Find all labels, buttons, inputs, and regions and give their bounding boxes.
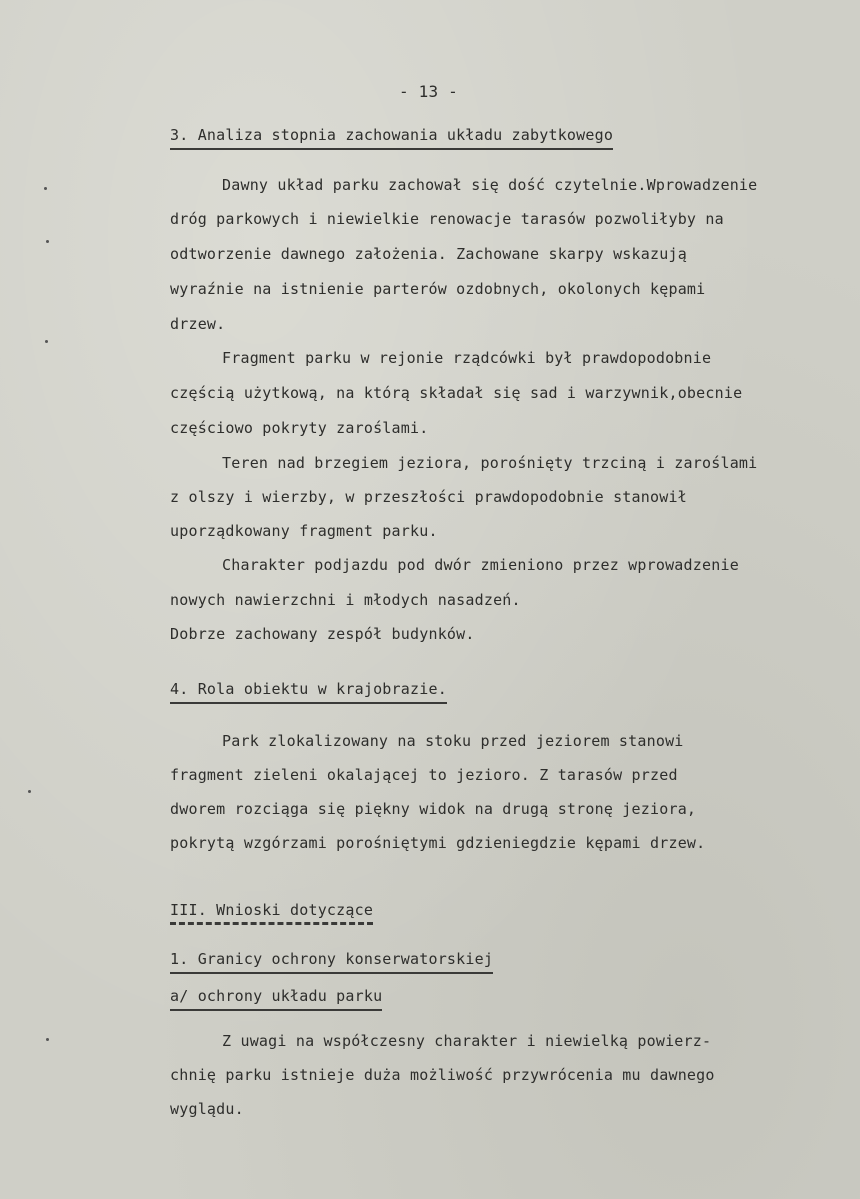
section-3-p4-line: nowych nawierzchni i młodych nasadzeń. xyxy=(170,591,521,609)
section-3-heading: 3. Analiza stopnia zachowania układu zabytkowego xyxy=(170,126,613,150)
paper-speck xyxy=(46,240,49,243)
section-3-p2-line: częścią użytkową, na którą składał się sad i warzywnik,obecnie xyxy=(170,384,743,402)
section-III-p1-line: chnię parku istnieje duża możliwość przywrócenia mu dawnego xyxy=(170,1066,715,1084)
paper-speck xyxy=(45,340,48,343)
section-4-heading: 4. Rola obiektu w krajobrazie. xyxy=(170,680,447,704)
section-3-p4-line: Charakter podjazdu pod dwór zmieniono przez wprowadzenie xyxy=(222,556,739,574)
section-4-p1-line: Park zlokalizowany na stoku przed jeziorem stanowi xyxy=(222,732,684,750)
section-3-p2-line: Fragment parku w rejonie rządcówki był prawdopodobnie xyxy=(222,349,712,367)
section-III-subheading-1: 1. Granicy ochrony konserwatorskiej xyxy=(170,950,493,974)
section-III-p1-line: Z uwagi na współczesny charakter i niewielką powierz- xyxy=(222,1032,712,1050)
paper-speck xyxy=(44,187,47,190)
section-3-p2-line: częściowo pokryty zaroślami. xyxy=(170,419,429,437)
section-3-p5: Dobrze zachowany zespół budynków. xyxy=(170,625,475,643)
section-3-p1-line: dróg parkowych i niewielkie renowacje tarasów pozwoliłyby na xyxy=(170,210,724,228)
section-4-p1-line: pokrytą wzgórzami porośniętymi gdzieniegdzie kępami drzew. xyxy=(170,834,706,852)
section-4-p1-line: dworem rozciąga się piękny widok na drugą stronę jeziora, xyxy=(170,800,697,818)
section-3-p1-line: wyraźnie na istnienie parterów ozdobnych, okolonych kępami xyxy=(170,280,706,298)
section-3-p1-line: drzew. xyxy=(170,315,226,333)
section-III-subheading-a: a/ ochrony układu parku xyxy=(170,987,382,1011)
section-3-p3-line: z olszy i wierzby, w przeszłości prawdopodobnie stanowił xyxy=(170,488,687,506)
page-number: - 13 - xyxy=(399,82,458,101)
section-3-p3-line: Teren nad brzegiem jeziora, porośnięty trzciną i zaroślami xyxy=(222,454,758,472)
section-3-p1-line: Dawny układ parku zachował się dość czytelnie.Wprowadzenie xyxy=(222,176,758,194)
section-III-p1-line: wyglądu. xyxy=(170,1100,244,1118)
section-3-p3-line: uporządkowany fragment parku. xyxy=(170,522,438,540)
paper-speck xyxy=(28,790,31,793)
section-III-heading: III. Wnioski dotyczące xyxy=(170,901,373,925)
section-3-p1-line: odtworzenie dawnego założenia. Zachowane skarpy wskazują xyxy=(170,245,687,263)
section-4-p1-line: fragment zieleni okalającej to jezioro. Z tarasów przed xyxy=(170,766,678,784)
paper-speck xyxy=(46,1038,49,1041)
